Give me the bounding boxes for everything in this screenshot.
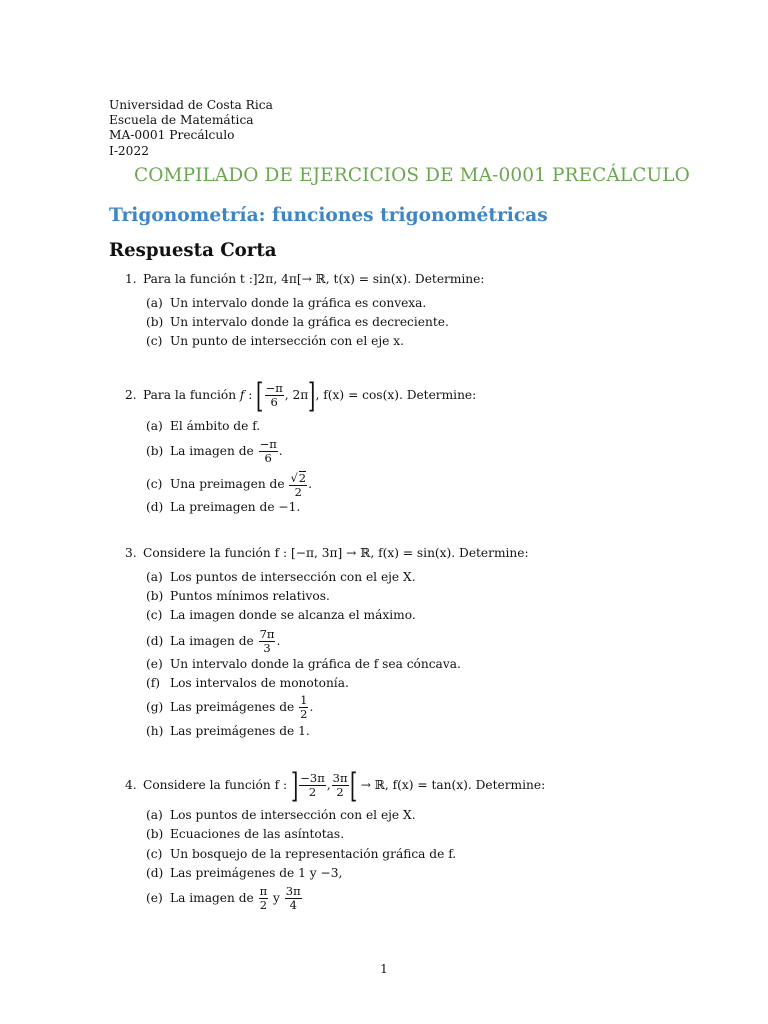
item-text: Puntos mínimos relativos.: [170, 589, 330, 603]
fraction: [259, 438, 278, 465]
fraction: [332, 772, 349, 799]
item-text: La preimagen de −1.: [170, 500, 301, 514]
item-text: Los intervalos de monotonía.: [170, 676, 349, 690]
question-4-item-e: [146, 883, 303, 913]
function-name: f: [239, 388, 245, 402]
item-text: Un intervalo donde la gráfica es convexa.: [170, 296, 427, 310]
question-math: t :]2π, 4π[→ ℝ, t(x) = sin(x): [239, 272, 408, 286]
course-name: MA-0001 Precálculo: [109, 128, 235, 143]
question-3-item-b: [146, 588, 330, 604]
item-text: Las preimágenes de: [170, 700, 299, 714]
question-2-item-a: [146, 418, 260, 434]
question-4-item-b: [146, 826, 344, 842]
question-3-item-e: [146, 656, 461, 672]
document-title: COMPILADO DE EJERCICIOS DE MA-0001 PRECÁLCULO: [134, 165, 690, 186]
question-number: 2.: [125, 388, 137, 402]
question-3-item-a: [146, 569, 416, 585]
item-label: (a): [146, 570, 163, 584]
question-text: Considere la función f : [−π, 3π] → ℝ, f(x) = sin(x). Determine:: [143, 546, 529, 560]
question-4-item-c: [146, 846, 456, 862]
item-label: (c): [146, 847, 163, 861]
page-number: 1: [380, 962, 388, 976]
item-label: (c): [146, 477, 163, 491]
question-text: Para la función: [143, 272, 240, 286]
fraction: [265, 382, 284, 409]
item-label: (b): [146, 315, 164, 329]
item-text: Ecuaciones de las asíntotas.: [170, 827, 345, 841]
item-text: Las preimágenes de 1.: [170, 724, 310, 738]
item-text: Un punto de intersección con el eje x.: [170, 334, 404, 348]
item-label: (a): [146, 808, 163, 822]
question-2-item-d: [146, 499, 300, 515]
item-label: (h): [146, 724, 164, 738]
question-3-item-h: [146, 723, 310, 739]
question-1-item-b: [146, 314, 449, 330]
question-2: [125, 375, 477, 416]
item-label: (b): [146, 444, 164, 458]
question-3-item-f: [146, 675, 349, 691]
question-number: 3.: [125, 546, 137, 560]
item-label: (b): [146, 589, 164, 603]
fraction: [299, 694, 308, 721]
fraction: [289, 471, 307, 499]
question-number: 4.: [125, 778, 137, 792]
question-1: [125, 271, 484, 287]
numerator: 1: [300, 693, 308, 707]
denominator: 6: [264, 451, 272, 465]
school-name: Escuela de Matemática: [109, 113, 254, 128]
item-text: Un intervalo donde la gráfica es decreciente.: [170, 315, 449, 329]
item-text: La imagen de: [170, 891, 258, 905]
period: .: [309, 700, 314, 714]
left-bracket: ]: [290, 765, 299, 806]
item-label: (c): [146, 608, 163, 622]
term: I-2022: [109, 143, 149, 158]
fraction: [285, 885, 302, 912]
numerator: −π: [265, 381, 283, 395]
header-block: [109, 98, 273, 159]
item-label: (e): [146, 891, 163, 905]
question-3-item-d: [146, 626, 280, 656]
item-text: Los puntos de intersección con el eje X.: [170, 570, 416, 584]
item-text: La imagen donde se alcanza el máximo.: [170, 608, 416, 622]
period: .: [308, 477, 312, 491]
fraction: [299, 772, 326, 799]
numerator: 7π: [259, 627, 275, 641]
period: .: [276, 634, 281, 648]
question-number: 1.: [125, 272, 137, 286]
question-3: [125, 545, 529, 561]
question-text-end: → ℝ, f(x) = tan(x). Determine:: [360, 778, 546, 792]
right-bracket: ]: [308, 375, 316, 416]
denominator: 2: [300, 707, 308, 721]
question-2-item-b: [146, 436, 283, 466]
item-text: La imagen de: [170, 444, 258, 458]
question-text: Considere la función f :: [143, 778, 288, 792]
item-text: La imagen de: [170, 634, 258, 648]
interval-end: , 2π: [284, 388, 309, 402]
numerator: −3π: [300, 771, 325, 785]
item-label: (d): [146, 634, 164, 648]
colon: :: [244, 388, 253, 402]
university-name: Universidad de Costa Rica: [109, 98, 273, 112]
question-3-item-c: [146, 607, 416, 623]
denominator: 4: [289, 898, 297, 912]
question-1-item-c: [146, 333, 404, 349]
denominator: 3: [263, 641, 271, 655]
item-label: (e): [146, 657, 163, 671]
numerator: 3π: [285, 884, 301, 898]
numerator: −π: [259, 437, 277, 451]
question-4: [125, 765, 546, 806]
question-4-item-a: [146, 807, 416, 823]
item-label: (d): [146, 866, 164, 880]
numerator: √2: [290, 470, 307, 485]
right-bracket: [: [349, 765, 357, 806]
numerator: 3π: [332, 771, 348, 785]
item-text: Una preimagen de: [170, 477, 289, 491]
denominator: 2: [294, 484, 302, 499]
item-label: (a): [146, 419, 163, 433]
conjunction: y: [269, 891, 284, 905]
left-bracket: [: [256, 375, 264, 416]
item-label: (a): [146, 296, 163, 310]
question-1-item-a: [146, 295, 426, 311]
item-label: (b): [146, 827, 164, 841]
item-text: Un bosquejo de la representación gráfica de f.: [170, 847, 457, 861]
question-text-end: . Determine:: [407, 272, 485, 286]
fraction: [259, 885, 269, 912]
denominator: 2: [336, 785, 344, 799]
subsection-title: Respuesta Corta: [109, 240, 277, 261]
question-4-item-d: [146, 865, 342, 881]
sqrt-radicand: 2: [298, 470, 307, 485]
comma: ,: [326, 778, 331, 792]
denominator: 2: [308, 785, 317, 799]
item-label: (c): [146, 334, 163, 348]
section-title: Trigonometría: funciones trigonométricas: [109, 205, 548, 226]
item-text: Un intervalo donde la gráfica de f sea cóncava.: [170, 657, 461, 671]
period: .: [278, 444, 283, 458]
question-2-item-c: [146, 469, 312, 499]
item-text: El ámbito de f.: [170, 419, 261, 433]
numerator: π: [259, 884, 268, 898]
item-label: (f): [146, 676, 161, 690]
denominator: 2: [259, 898, 268, 912]
denominator: 6: [270, 395, 278, 409]
item-text: Las preimágenes de 1 y −3,: [170, 866, 343, 880]
question-text-end: , f(x) = cos(x). Determine:: [315, 388, 477, 402]
question-3-item-g: [146, 692, 313, 722]
item-label: (d): [146, 500, 164, 514]
question-text: Para la función: [143, 388, 240, 402]
fraction: [259, 628, 276, 655]
item-text: Los puntos de intersección con el eje X.: [170, 808, 416, 822]
item-label: (g): [146, 700, 164, 714]
